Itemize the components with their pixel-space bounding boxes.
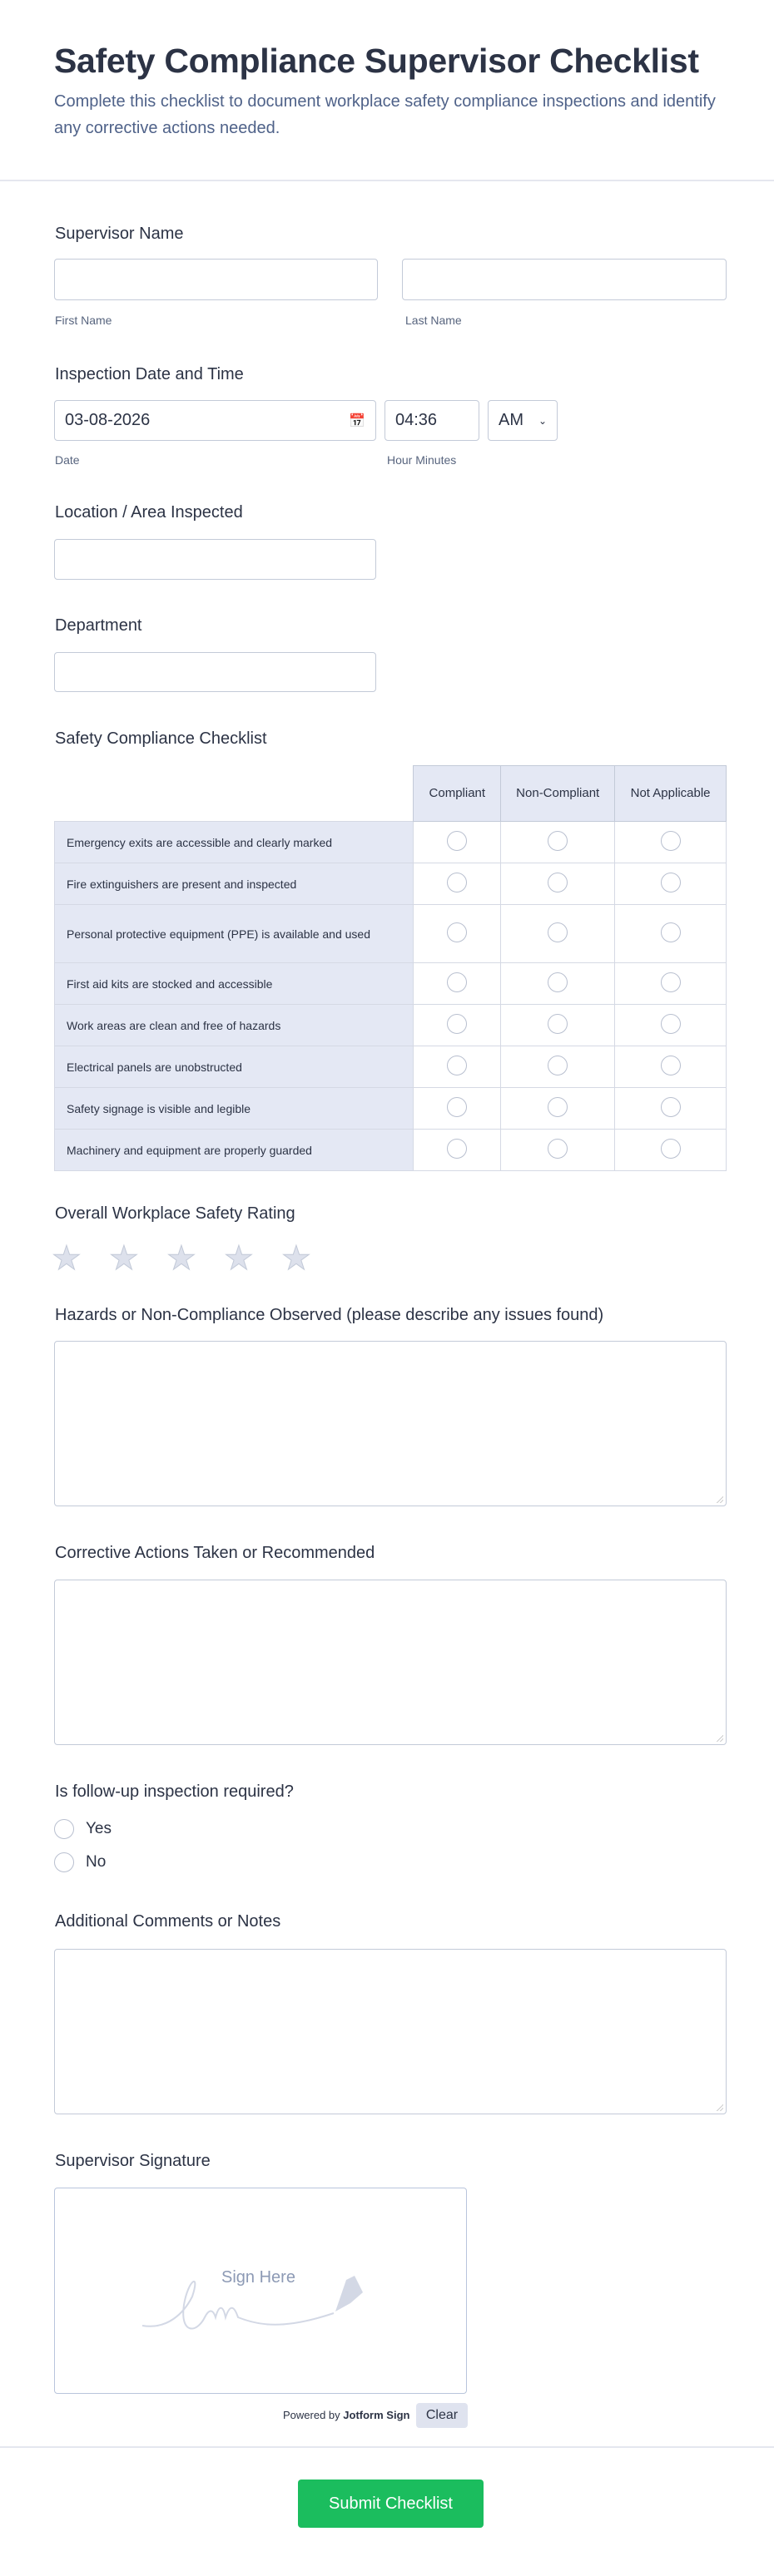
date-sublabel: Date: [55, 453, 80, 467]
form-description: Complete this checklist to document workplace safety compliance inspections and identify any corrective actions needed.: [54, 92, 716, 137]
time-value: 04:36: [395, 411, 438, 429]
signature-scribble-icon: [142, 2272, 392, 2346]
star-icon[interactable]: ★: [52, 1240, 82, 1277]
radio-button[interactable]: [447, 1056, 467, 1075]
signature-label: Supervisor Signature: [55, 2152, 211, 2170]
followup-label: Is follow-up inspection required?: [55, 1782, 294, 1801]
row-label: Fire extinguishers are present and inspected: [55, 863, 414, 905]
supervisor-name-label: Supervisor Name: [55, 225, 184, 243]
first-name-sublabel: First Name: [55, 314, 112, 327]
comments-label: Additional Comments or Notes: [55, 1912, 281, 1931]
matrix-cell[interactable]: [501, 863, 615, 905]
submit-button[interactable]: Submit Checklist: [298, 2480, 484, 2528]
radio-button[interactable]: [661, 972, 681, 992]
matrix-cell[interactable]: [414, 963, 501, 1005]
radio-button[interactable]: [661, 922, 681, 942]
chevron-down-icon: ⌄: [538, 414, 547, 427]
radio-button[interactable]: [661, 1139, 681, 1159]
followup-option-no[interactable]: [54, 1852, 106, 1872]
department-input[interactable]: [54, 652, 376, 692]
column-non-compliant: Non-Compliant: [501, 766, 615, 822]
ampm-value: AM: [499, 411, 523, 429]
form-title: Safety Compliance Supervisor Checklist: [54, 42, 699, 80]
signature-pad[interactable]: [54, 2188, 467, 2394]
star-icon[interactable]: ★: [224, 1240, 254, 1277]
radio-button[interactable]: [661, 1097, 681, 1117]
radio-button[interactable]: [661, 1014, 681, 1034]
matrix-cell[interactable]: [414, 1046, 501, 1088]
radio-button[interactable]: [548, 1139, 568, 1159]
matrix-corner: [55, 766, 414, 822]
header-divider: [0, 180, 774, 181]
radio-button[interactable]: [447, 972, 467, 992]
matrix-row: [55, 863, 727, 905]
radio-button[interactable]: [661, 1056, 681, 1075]
time-input[interactable]: [385, 400, 479, 441]
matrix-cell[interactable]: [501, 1046, 615, 1088]
date-input[interactable]: [54, 400, 376, 441]
footer-divider: [0, 2446, 774, 2448]
radio-button[interactable]: [54, 1852, 74, 1872]
row-label: Electrical panels are unobstructed: [55, 1046, 414, 1088]
matrix-row: [55, 1088, 727, 1130]
last-name-input[interactable]: [402, 259, 727, 300]
compliance-matrix: [54, 765, 727, 1171]
star-icon[interactable]: ★: [109, 1240, 139, 1277]
ampm-select[interactable]: [488, 400, 558, 441]
star-icon[interactable]: ★: [166, 1240, 196, 1277]
row-label: Emergency exits are accessible and clearly marked: [55, 822, 414, 863]
matrix-row: [55, 1005, 727, 1046]
radio-button[interactable]: [548, 972, 568, 992]
powered-by-text: Powered by: [283, 2409, 340, 2421]
clear-signature-button[interactable]: Clear: [416, 2403, 468, 2428]
comments-textarea[interactable]: [54, 1949, 727, 2114]
radio-button[interactable]: [548, 873, 568, 892]
matrix-cell[interactable]: [615, 905, 727, 963]
row-label: First aid kits are stocked and accessible: [55, 963, 414, 1005]
matrix-cell[interactable]: [615, 1130, 727, 1171]
jotform-sign-brand: Jotform Sign: [343, 2409, 410, 2421]
matrix-cell[interactable]: [414, 1130, 501, 1171]
radio-button[interactable]: [54, 1819, 74, 1839]
matrix-cell[interactable]: [501, 822, 615, 863]
matrix-cell[interactable]: [414, 863, 501, 905]
matrix-cell[interactable]: [414, 822, 501, 863]
radio-button[interactable]: [548, 1056, 568, 1075]
star-icon[interactable]: ★: [281, 1240, 311, 1277]
location-label: Location / Area Inspected: [55, 503, 243, 522]
rating-label: Overall Workplace Safety Rating: [55, 1204, 295, 1223]
radio-button[interactable]: [548, 831, 568, 851]
radio-button[interactable]: [447, 1014, 467, 1034]
hazards-textarea[interactable]: [54, 1341, 727, 1506]
matrix-cell[interactable]: [501, 1130, 615, 1171]
matrix-cell[interactable]: [501, 905, 615, 963]
sign-here-text: Sign Here: [221, 2268, 295, 2287]
column-not-applicable: Not Applicable: [615, 766, 727, 822]
column-compliant: Compliant: [414, 766, 501, 822]
row-label: Safety signage is visible and legible: [55, 1088, 414, 1130]
matrix-cell[interactable]: [615, 1005, 727, 1046]
radio-button[interactable]: [661, 873, 681, 892]
checklist-label: Safety Compliance Checklist: [55, 729, 267, 748]
matrix-cell[interactable]: [615, 822, 727, 863]
calendar-icon[interactable]: 📅: [349, 413, 365, 428]
inspection-date-label: Inspection Date and Time: [55, 365, 244, 383]
matrix-row: [55, 1046, 727, 1088]
last-name-sublabel: Last Name: [405, 314, 462, 327]
time-sublabel: Hour Minutes: [387, 453, 457, 467]
matrix-cell[interactable]: [501, 1088, 615, 1130]
department-label: Department: [55, 616, 142, 635]
matrix-cell[interactable]: [501, 1005, 615, 1046]
followup-option-yes[interactable]: [54, 1819, 112, 1839]
radio-button[interactable]: [548, 1014, 568, 1034]
matrix-row: [55, 963, 727, 1005]
row-label: Personal protective equipment (PPE) is available and used: [55, 905, 414, 963]
row-label: Work areas are clean and free of hazards: [55, 1005, 414, 1046]
option-label: Yes: [86, 1820, 112, 1837]
location-input[interactable]: [54, 539, 376, 580]
matrix-row: [55, 905, 727, 963]
radio-button[interactable]: [447, 1097, 467, 1117]
hazards-label: Hazards or Non-Compliance Observed (please describe any issues found): [55, 1306, 604, 1324]
matrix-cell[interactable]: [414, 1005, 501, 1046]
first-name-input[interactable]: [54, 259, 378, 300]
radio-button[interactable]: [447, 831, 467, 851]
row-label: Machinery and equipment are properly guarded: [55, 1130, 414, 1171]
matrix-row: [55, 1130, 727, 1171]
radio-button[interactable]: [447, 1139, 467, 1159]
radio-button[interactable]: [447, 922, 467, 942]
powered-by: [283, 2409, 409, 2421]
matrix-cell[interactable]: [615, 863, 727, 905]
matrix-cell[interactable]: [615, 1088, 727, 1130]
radio-button[interactable]: [548, 1097, 568, 1117]
matrix-cell[interactable]: [414, 1088, 501, 1130]
date-value: 03-08-2026: [65, 411, 151, 429]
option-label: No: [86, 1853, 107, 1871]
matrix-cell[interactable]: [615, 963, 727, 1005]
matrix-cell[interactable]: [414, 905, 501, 963]
corrective-label: Corrective Actions Taken or Recommended: [55, 1544, 375, 1562]
corrective-textarea[interactable]: [54, 1580, 727, 1745]
radio-button[interactable]: [447, 873, 467, 892]
matrix-cell[interactable]: [615, 1046, 727, 1088]
matrix-cell[interactable]: [501, 963, 615, 1005]
matrix-row: [55, 822, 727, 863]
radio-button[interactable]: [661, 831, 681, 851]
radio-button[interactable]: [548, 922, 568, 942]
